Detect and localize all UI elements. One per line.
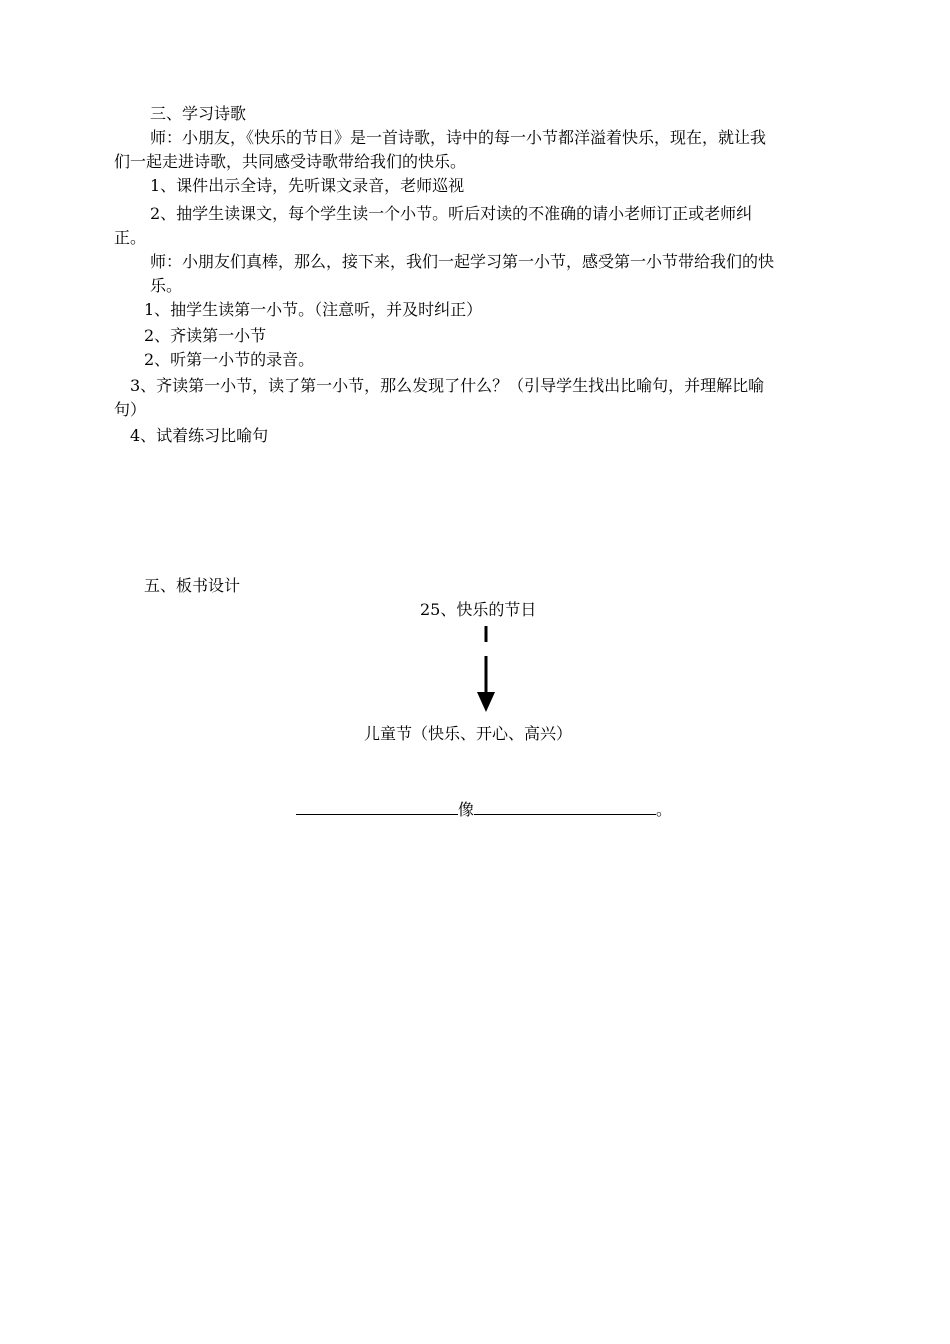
substep-4-line1: 3、齐读第一小节，读了第一小节，那么发现了什么？（引导学生找出比喻句，并理解比喻 <box>130 376 765 395</box>
substep-3: 2、听第一小节的录音。 <box>144 350 315 369</box>
board-word: 像 <box>458 800 475 819</box>
fill-in-blank-right <box>474 798 656 815</box>
paragraph-teacher-praise-line1: 师：小朋友们真棒，那么，接下来，我们一起学习第一小节，感受第一小节带给我们的快 <box>150 252 775 271</box>
step-2-line1: 2、抽学生读课文，每个学生读一个小节。听后对读的不准确的请小老师订正或老师纠 <box>150 204 753 223</box>
down-arrow-icon <box>470 622 502 718</box>
paragraph-teacher-intro-line2: 们一起走进诗歌，共同感受诗歌带给我们的快乐。 <box>114 152 467 171</box>
board-center-text: 儿童节（快乐、开心、高兴） <box>364 724 573 743</box>
substep-1: 1、抽学生读第一小节。（注意听，并及时纠正） <box>144 300 483 319</box>
substep-2: 2、齐读第一小节 <box>144 326 267 345</box>
board-title: 25、快乐的节日 <box>420 600 537 619</box>
board-end-mark: 。 <box>656 800 673 819</box>
step-2-line2: 正。 <box>114 228 147 247</box>
section-heading-learn-poem: 三、学习诗歌 <box>150 104 247 123</box>
substep-4-line2: 句） <box>114 400 147 419</box>
paragraph-teacher-intro-line1: 师：小朋友，《快乐的节日》是一首诗歌，诗中的每一小节都洋溢着快乐，现在，就让我 <box>150 128 767 147</box>
fill-in-blank-left <box>296 798 458 815</box>
substep-5: 4、试着练习比喻句 <box>130 426 269 445</box>
section-heading-board-design: 五、板书设计 <box>144 576 241 595</box>
board-fill-in-sentence <box>296 798 672 822</box>
paragraph-teacher-praise-line2: 乐。 <box>150 276 183 295</box>
step-1: 1、课件出示全诗，先听课文录音，老师巡视 <box>150 176 465 195</box>
